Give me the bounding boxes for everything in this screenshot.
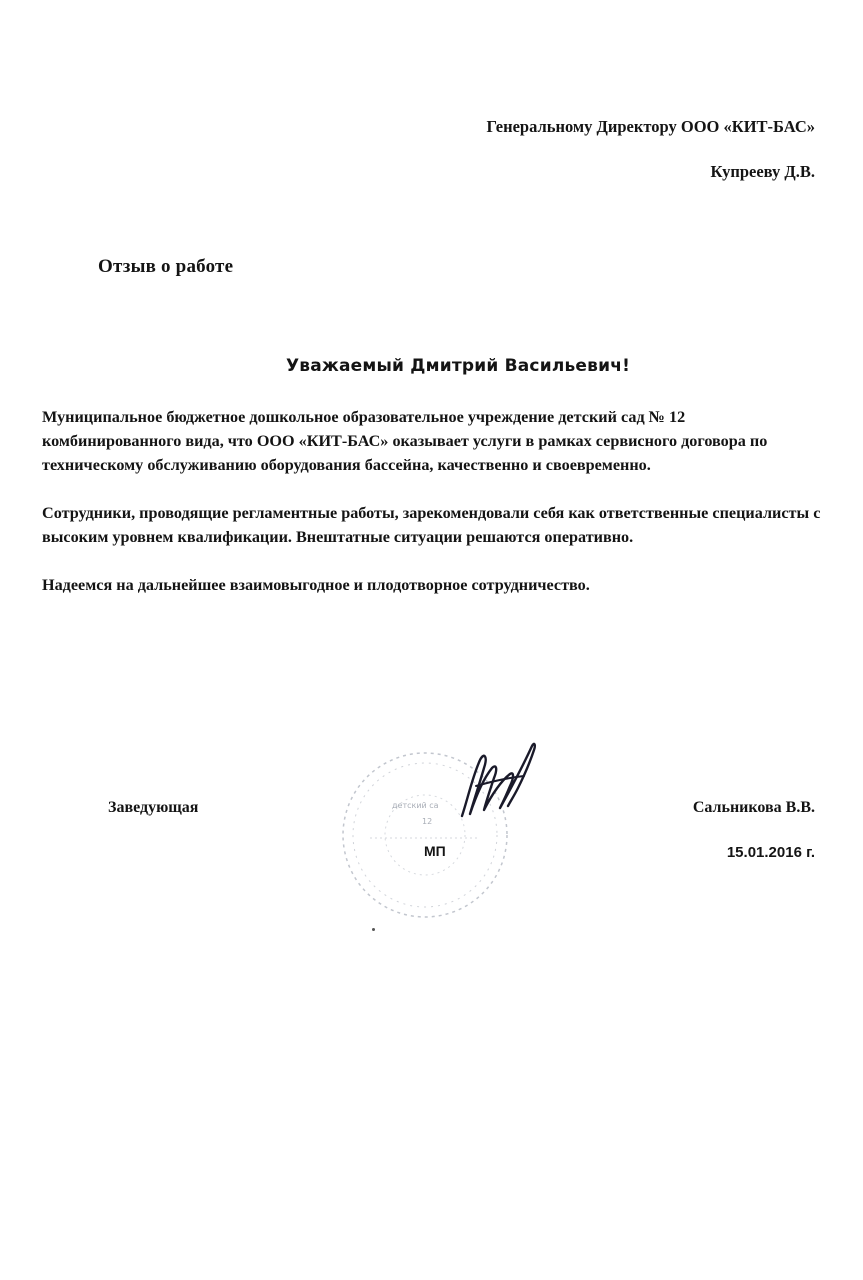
document-title: Отзыв о работе: [98, 256, 234, 277]
stamp-text-2: 12: [422, 817, 433, 826]
stamp-text-1: детский са: [392, 801, 439, 810]
letter-body: [42, 405, 822, 621]
document-date: 15.01.2016 г.: [726, 844, 815, 861]
signer-role: Заведующая: [108, 799, 199, 816]
addressee-name: Купрееву Д.В.: [710, 162, 815, 181]
signer-name: Сальникова В.В.: [692, 799, 815, 816]
salutation: Уважаемый Дмитрий Васильевич!: [285, 356, 631, 376]
addressee-block: [487, 116, 815, 183]
paragraph-2: Сотрудники, проводящие регламентные работы, зарекомендовали себя как ответственные специалисты с высоким уровнем квалификации. Внештатные ситуации решаются оперативно.: [42, 504, 821, 546]
paragraph-3: Надеемся на дальнейшее взаимовыгодное и плодотворное сотрудничество.: [42, 576, 590, 594]
scan-speck: [372, 928, 375, 931]
paragraph-1: Муниципальное бюджетное дошкольное образовательное учреждение детский сад № 12 комбинированного вида, что ООО «КИТ-БАС» оказывает услуги в рамках сервисного договора по техническому обслуживанию оборудования бассейна, качественно и своевременно.: [42, 408, 768, 474]
addressee-position: Генеральному Директору ООО «КИТ-БАС»: [486, 117, 815, 136]
handwritten-signature: [440, 738, 550, 838]
stamp-place-label: МП: [424, 843, 446, 859]
